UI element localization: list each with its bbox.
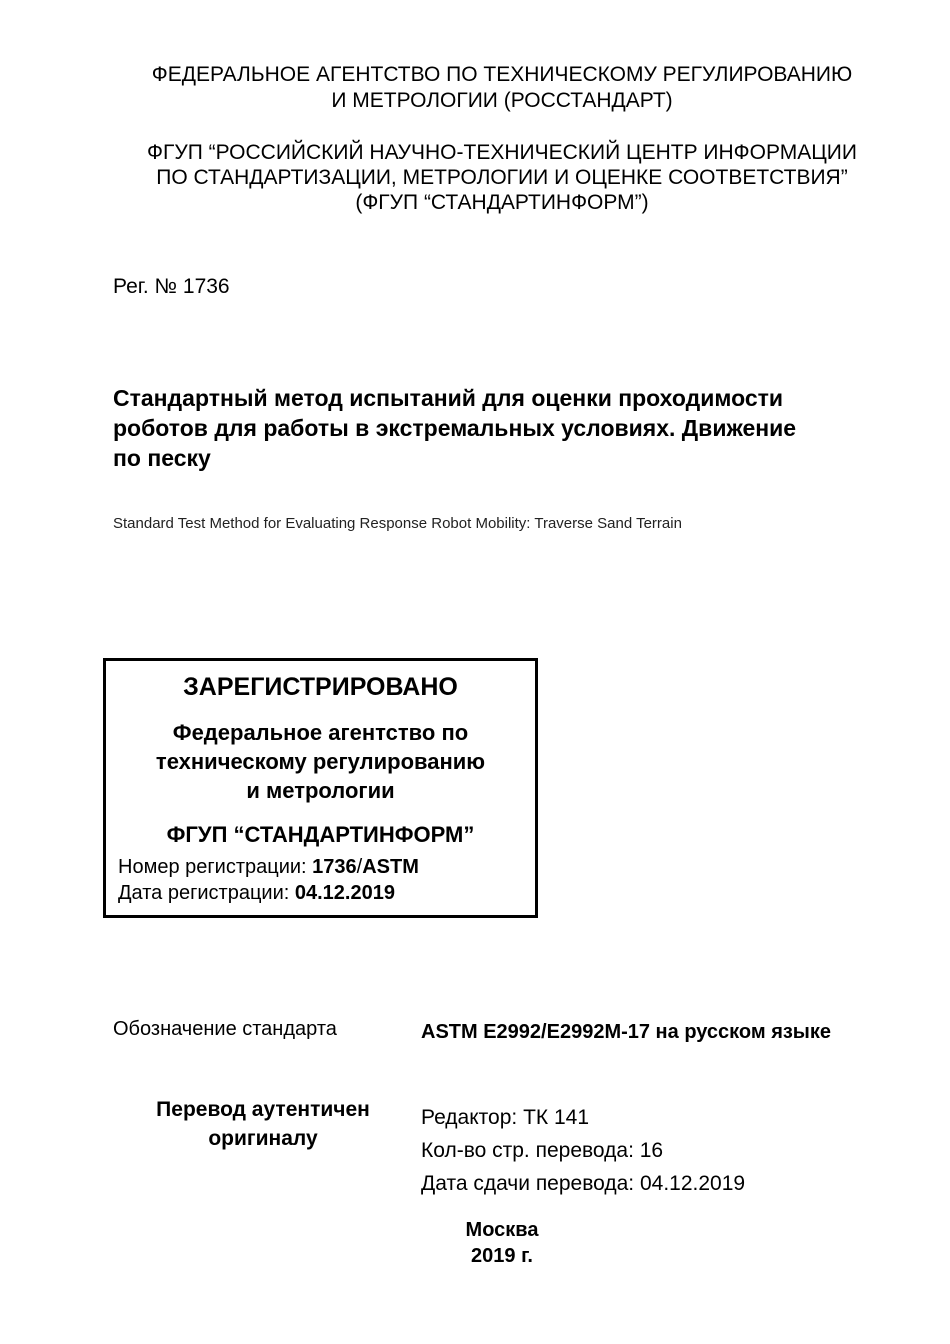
designation-value: ASTM E2992/E2992M-17 на русском языке — [421, 1021, 832, 1043]
title-line: роботов для работы в экстремальных условиях. Движение — [113, 415, 797, 441]
registration-number-label: Рег. № 1736 — [113, 275, 230, 298]
stamp-number-separator: / — [356, 856, 363, 878]
center-header-line: ПО СТАНДАРТИЗАЦИИ, МЕТРОЛОГИИ И ОЦЕНКЕ СООТВЕТСТВИЯ” — [156, 166, 848, 189]
agency-header-line: ФЕДЕРАЛЬНОЕ АГЕНТСТВО ПО ТЕХНИЧЕСКОМУ РЕГУЛИРОВАНИЮ — [151, 63, 853, 86]
stamp-org: ФГУП “СТАНДАРТИНФОРМ” — [166, 822, 475, 847]
authentic-line: Перевод аутентичен — [156, 1098, 370, 1121]
translation-editor: Редактор: ТК 141 — [421, 1106, 589, 1129]
translation-delivery-date: Дата сдачи перевода: 04.12.2019 — [421, 1172, 746, 1195]
center-header-line: ФГУП “РОССИЙСКИЙ НАУЧНО-ТЕХНИЧЕСКИЙ ЦЕНТР ИНФОРМАЦИИ — [147, 141, 857, 164]
title-line: по песку — [113, 445, 211, 471]
stamp-date-value: 04.12.2019 — [294, 882, 395, 904]
authentic-line: оригиналу — [208, 1127, 318, 1150]
stamp-agency-line: техническому регулированию — [155, 749, 486, 774]
stamp-date-label: Дата регистрации: — [118, 882, 295, 904]
stamp-heading: ЗАРЕГИСТРИРОВАНО — [183, 673, 458, 701]
stamp-agency — [106, 718, 535, 805]
document-title-en: Standard Test Method for Evaluating Response Robot Mobility: Traverse Sand Terrain — [113, 515, 682, 532]
agency-header — [0, 62, 950, 114]
stamp-registration-date — [118, 880, 395, 906]
footer-year: 2019 г. — [471, 1245, 533, 1267]
stamp-number-suffix: ASTM — [362, 856, 419, 878]
center-header-line: (ФГУП “СТАНДАРТИНФОРМ”) — [355, 191, 649, 214]
document-title-ru — [113, 383, 903, 473]
footer-city: Москва — [465, 1219, 539, 1241]
stamp-agency-line: Федеральное агентство по — [172, 720, 469, 745]
center-header — [0, 140, 950, 215]
translation-page-count: Кол-во стр. перевода: 16 — [421, 1139, 664, 1162]
footer-city-year — [402, 1217, 602, 1269]
stamp-registration-number — [118, 854, 419, 880]
agency-header-line: И МЕТРОЛОГИИ (РОССТАНДАРТ) — [331, 89, 673, 112]
stamp-number-value: 1736 — [312, 856, 357, 878]
authentic-translation-note — [120, 1095, 406, 1153]
registration-stamp-box — [103, 658, 538, 918]
stamp-number-label: Номер регистрации: — [118, 856, 313, 878]
stamp-agency-line: и метрологии — [246, 778, 395, 803]
designation-label: Обозначение стандарта — [113, 1018, 337, 1040]
title-line: Стандартный метод испытаний для оценки проходимости — [113, 385, 784, 411]
